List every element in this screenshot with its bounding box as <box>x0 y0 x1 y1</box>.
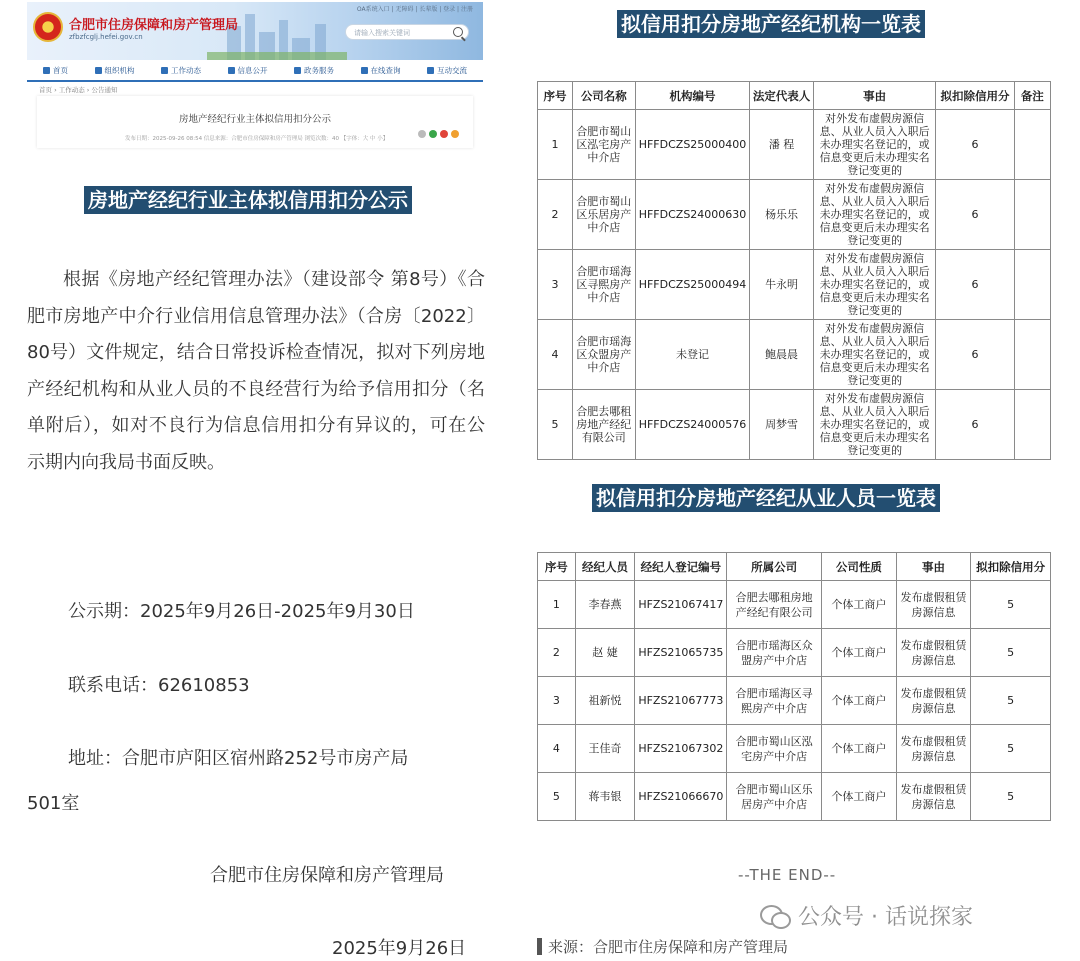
table-cell: 蒋韦银 <box>575 773 635 821</box>
org-icon <box>95 67 102 74</box>
site-search-input[interactable] <box>345 24 469 40</box>
column-header: 所属公司 <box>727 553 821 581</box>
notice-period: 公示期：2025年9月26日-2025年9月30日 <box>68 601 415 622</box>
table-cell: 个体工商户 <box>821 773 896 821</box>
table-cell: 牛永明 <box>750 250 814 320</box>
weibo-share-icon[interactable] <box>440 130 448 138</box>
table-cell: 合肥市蜀山区泓宅房产中介店 <box>572 110 635 180</box>
service-icon <box>294 67 301 74</box>
table-header-row <box>538 553 1051 581</box>
notice-address: 地址：合肥市庐阳区宿州路252号市房产局 <box>68 748 409 769</box>
column-header: 备注 <box>1014 82 1050 110</box>
site-nav-bar <box>27 60 483 82</box>
share-icon[interactable] <box>418 130 426 138</box>
table-cell: 发布虚假租赁房源信息 <box>896 629 970 677</box>
table-cell: HFZS21067302 <box>635 725 727 773</box>
source-bar <box>537 938 542 955</box>
table-cell: 1 <box>538 581 576 629</box>
table-cell: HFFDCZS24000576 <box>635 390 750 460</box>
table-cell: 合肥去哪租房地产经纪有限公司 <box>572 390 635 460</box>
breadcrumb[interactable]: 首页 › 工作动态 › 公告通知 <box>39 86 118 94</box>
table-row <box>538 677 1051 725</box>
nav-item-query[interactable]: 在线查询 <box>361 65 401 76</box>
table-cell: HFZS21067417 <box>635 581 727 629</box>
notice-date: 2025年9月26日 <box>332 938 467 959</box>
table-cell: 鲍晨晨 <box>750 320 814 390</box>
table-cell: 潘 程 <box>750 110 814 180</box>
column-header: 事由 <box>813 82 936 110</box>
table-cell: 个体工商户 <box>821 725 896 773</box>
staff-table <box>537 552 1051 821</box>
table-cell: HFFDCZS24000630 <box>635 180 750 250</box>
nav-item-news[interactable]: 工作动态 <box>161 65 201 76</box>
table-row <box>538 390 1051 460</box>
site-domain: zfbzfcglj.hefei.gov.cn <box>69 33 143 41</box>
document-icon <box>228 67 235 74</box>
table-cell: HFZS21066670 <box>635 773 727 821</box>
home-icon <box>43 67 50 74</box>
table-cell: 5 <box>538 390 573 460</box>
table-row <box>538 250 1051 320</box>
table-cell: HFZS21065735 <box>635 629 727 677</box>
table-cell: 合肥市瑶海区众盟房产中介店 <box>572 320 635 390</box>
table-cell: 合肥去哪租房地产经纪有限公司 <box>727 581 821 629</box>
table-cell: 赵 婕 <box>575 629 635 677</box>
column-header: 公司性质 <box>821 553 896 581</box>
table-cell: 5 <box>971 677 1051 725</box>
article-header-card <box>37 96 473 148</box>
table-cell: 合肥市蜀山区泓宅房产中介店 <box>727 725 821 773</box>
table-cell: 合肥市瑶海区寻熙房产中介店 <box>572 250 635 320</box>
site-top-links[interactable]: OA系统入口 | 无障碍 | 长辈版 | 登录 | 注册 <box>356 6 473 13</box>
table-cell: 杨乐乐 <box>750 180 814 250</box>
wechat-icon <box>760 903 790 929</box>
qzone-share-icon[interactable] <box>451 130 459 138</box>
table-cell: 6 <box>936 250 1014 320</box>
table-cell: 合肥市蜀山区乐居房产中介店 <box>727 773 821 821</box>
wechat-share-icon[interactable] <box>429 130 437 138</box>
notice-phone: 联系电话：62610853 <box>68 675 250 696</box>
notice-title: 房地产经纪行业主体拟信用扣分公示 <box>84 186 412 214</box>
table-row <box>538 773 1051 821</box>
table-cell: 发布虚假租赁房源信息 <box>896 725 970 773</box>
table-cell <box>1014 250 1050 320</box>
table-cell: 发布虚假租赁房源信息 <box>896 677 970 725</box>
source-line <box>537 936 788 957</box>
table-cell: 发布虚假租赁房源信息 <box>896 581 970 629</box>
table-cell: 2 <box>538 180 573 250</box>
org-table-title: 拟信用扣分房地产经纪机构一览表 <box>617 10 925 38</box>
table-cell: 对外发布虚假房源信息、从业人员入入职后未办理实名登记的，或信息变更后未办理实名登记变更的 <box>813 110 936 180</box>
table-cell: 3 <box>538 250 573 320</box>
table-cell: 未登记 <box>635 320 750 390</box>
site-name: 合肥市住房保障和房产管理局 <box>69 18 239 33</box>
table-row <box>538 581 1051 629</box>
table-row <box>538 629 1051 677</box>
wechat-watermark <box>760 900 973 931</box>
nav-item-services[interactable]: 政务服务 <box>294 65 334 76</box>
table-cell <box>1014 320 1050 390</box>
table-cell: 王佳奇 <box>575 725 635 773</box>
table-cell: 6 <box>936 180 1014 250</box>
column-header: 事由 <box>896 553 970 581</box>
search-icon[interactable] <box>453 27 463 37</box>
table-cell: 个体工商户 <box>821 629 896 677</box>
table-row <box>538 320 1051 390</box>
table-cell: 对外发布虚假房源信息、从业人员入入职后未办理实名登记的，或信息变更后未办理实名登记变更的 <box>813 250 936 320</box>
article-title: 房地产经纪行业主体拟信用扣分公示 <box>178 114 331 125</box>
column-header: 经纪人登记编号 <box>635 553 727 581</box>
notice-address-room: 501室 <box>27 793 80 814</box>
table-cell: 6 <box>936 390 1014 460</box>
table-cell: 对外发布虚假房源信息、从业人员入入职后未办理实名登记的，或信息变更后未办理实名登记变更的 <box>813 180 936 250</box>
table-cell: 李春燕 <box>575 581 635 629</box>
table-cell: 个体工商户 <box>821 581 896 629</box>
table-cell: HFFDCZS25000494 <box>635 250 750 320</box>
table-cell: 6 <box>936 110 1014 180</box>
column-header: 公司名称 <box>572 82 635 110</box>
table-cell: 3 <box>538 677 576 725</box>
table-cell: HFZS21067773 <box>635 677 727 725</box>
table-cell: 周梦雪 <box>750 390 814 460</box>
table-row <box>538 180 1051 250</box>
table-cell <box>1014 110 1050 180</box>
table-cell: 1 <box>538 110 573 180</box>
table-cell: 合肥市蜀山区乐居房产中介店 <box>572 180 635 250</box>
table-cell: 5 <box>971 629 1051 677</box>
table-cell: 2 <box>538 629 576 677</box>
table-cell <box>1014 180 1050 250</box>
banner-greenery <box>207 52 347 60</box>
column-header: 机构编号 <box>635 82 750 110</box>
table-cell: 5 <box>538 773 576 821</box>
column-header: 序号 <box>538 82 573 110</box>
nav-item-organization[interactable]: 组织机构 <box>95 65 135 76</box>
table-header-row <box>538 82 1051 110</box>
table-cell: 5 <box>971 725 1051 773</box>
table-cell: 合肥市瑶海区众盟房产中介店 <box>727 629 821 677</box>
table-cell: HFFDCZS25000400 <box>635 110 750 180</box>
table-cell: 个体工商户 <box>821 677 896 725</box>
table-cell: 5 <box>971 581 1051 629</box>
notice-body: 根据《房地产经纪管理办法》（建设部令 第8号）《合肥市房地产中介行业信用信息管理办法》（合房〔2022〕80号）文件规定，结合日常投诉检查情况，拟对下列房地产经纪机构和从业人员的不良经营行为给予信用扣分（名单附后），如对不良行为信息信用扣分有异议的，可在公示期内向我局书面反映。 <box>27 269 485 473</box>
query-icon <box>361 67 368 74</box>
table-cell <box>1014 390 1050 460</box>
news-icon <box>161 67 168 74</box>
table-cell: 6 <box>936 320 1014 390</box>
wechat-account-name: 公众号 · 话说探家 <box>798 905 973 930</box>
column-header: 拟扣除信用分 <box>936 82 1014 110</box>
the-end-marker: --THE END-- <box>738 866 837 884</box>
nav-item-interaction[interactable]: 互动交流 <box>427 65 467 76</box>
table-row <box>538 110 1051 180</box>
source-text: 来源：合肥市住房保障和房产管理局 <box>548 938 789 956</box>
table-cell: 4 <box>538 725 576 773</box>
table-row <box>538 725 1051 773</box>
table-cell: 4 <box>538 320 573 390</box>
chat-icon <box>427 67 434 74</box>
notice-issuer: 合肥市住房保障和房产管理局 <box>210 865 444 886</box>
nav-item-disclosure[interactable]: 信息公开 <box>228 65 268 76</box>
search-placeholder: 请输入搜索关键词 <box>354 29 410 37</box>
website-header-screenshot <box>27 2 483 148</box>
org-table <box>537 81 1051 460</box>
table-cell: 发布虚假租赁房源信息 <box>896 773 970 821</box>
column-header: 经纪人员 <box>575 553 635 581</box>
nav-item-home[interactable]: 首页 <box>43 65 68 76</box>
column-header: 拟扣除信用分 <box>971 553 1051 581</box>
site-banner <box>27 2 483 60</box>
share-icons <box>418 130 459 138</box>
national-emblem-icon <box>33 12 63 42</box>
article-meta: 发布日期：2025-09-26 08:54 信息来源：合肥市住房保障和房产管理局 浏览次数：40 【字体：大 中 小】 <box>125 136 389 142</box>
column-header: 序号 <box>538 553 576 581</box>
column-header: 法定代表人 <box>750 82 814 110</box>
table-cell: 对外发布虚假房源信息、从业人员入入职后未办理实名登记的，或信息变更后未办理实名登记变更的 <box>813 320 936 390</box>
table-cell: 对外发布虚假房源信息、从业人员入入职后未办理实名登记的，或信息变更后未办理实名登记变更的 <box>813 390 936 460</box>
table-cell: 祖新悦 <box>575 677 635 725</box>
staff-table-title: 拟信用扣分房地产经纪从业人员一览表 <box>592 484 940 512</box>
table-cell: 5 <box>971 773 1051 821</box>
table-cell: 合肥市瑶海区寻熙房产中介店 <box>727 677 821 725</box>
